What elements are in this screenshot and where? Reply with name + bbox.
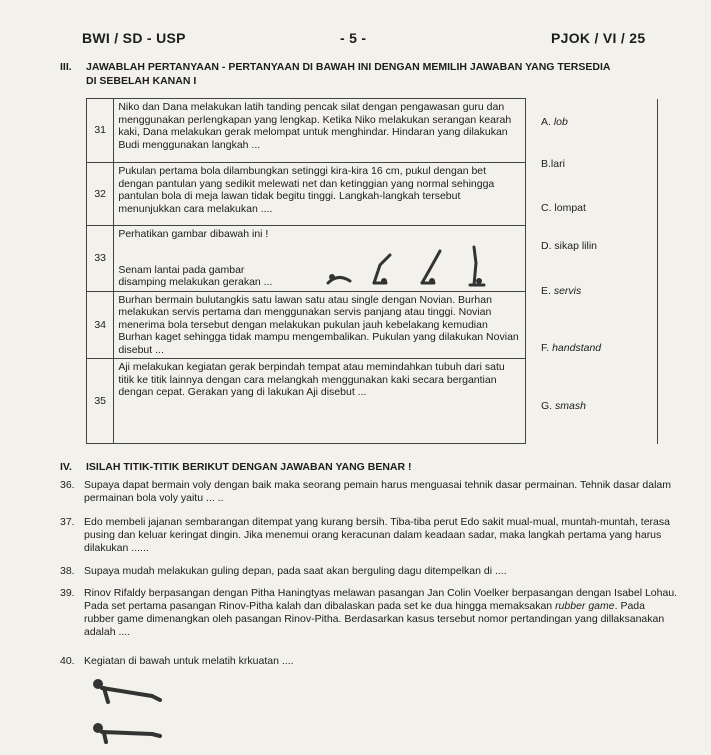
section-4-number: IV. <box>60 461 72 473</box>
table-row <box>87 99 658 163</box>
question-33-label <box>118 264 318 289</box>
essay-text <box>60 587 678 639</box>
question-number: 35 <box>87 359 114 444</box>
essay-item-37 <box>60 516 678 555</box>
option-b <box>541 158 565 170</box>
question-33-line3: disamping melakukan gerakan ... <box>118 276 273 288</box>
essay-item-39 <box>60 587 678 639</box>
header-school-code: BWI / SD - USP <box>82 30 186 46</box>
question-33-line1: Perhatikan gambar dibawah ini ! <box>118 228 269 240</box>
option-letter: C. <box>541 202 552 214</box>
question-text: Niko dan Dana melakukan latih tanding pencak silat dengan pengawasan guru dan menggunakan perlengkapan yang lengkap. Ketika Niko melakukan serangan kearah kaki, Dana melakukan gerak melompat untuk menghindar. Hindaran yang dilakukan Budi menggunakan langkah ... <box>114 99 526 163</box>
question-number: 31 <box>87 99 114 163</box>
section-3-title-line2: DI SEBELAH KANAN I <box>86 75 197 87</box>
gymnastics-sequence-illustration <box>324 243 504 289</box>
essay-number: 37. <box>60 516 75 528</box>
essay-number: 40. <box>60 655 75 667</box>
push-up-illustrations <box>86 676 166 753</box>
essay-text: Edo membeli jajanan sembarangan ditempat yang kurang bersih. Tiba-tiba perut Edo sakit mual-mual, muntah-muntah, terasa pusing dan keluar keringat dingin. Jika menemui orang keracunan dalam keadaan sadar, maka langkah pertama yang harus dilakukan ...... <box>84 516 670 554</box>
essay-text: Supaya dapat bermain voly dengan baik maka seorang pemain harus menguasai tehnik dasar permainan. Tehnik dasar dalam permainan bola voly yaitu ... .. <box>84 479 672 504</box>
essay-text-emphasis: rubber game <box>555 600 615 612</box>
option-e <box>541 285 581 297</box>
option-text: smash <box>555 400 586 412</box>
option-letter: B. <box>541 158 551 170</box>
question-33-figure-row <box>118 243 521 289</box>
question-number: 33 <box>87 226 114 292</box>
option-text: lari <box>550 158 565 170</box>
option-text: lob <box>553 116 568 128</box>
essay-number: 39. <box>60 587 75 599</box>
header-page-number: - 5 - <box>340 30 367 46</box>
option-d <box>541 240 597 252</box>
question-text: Burhan bermain bulutangkis satu lawan satu atau single dengan Novian. Burhan melakukan servis pertama dan menggunakan servis panjang atau tinggi. Novian menerima bola tersebut dengan melakukan pukulan jauh kebelakang kemudian Burhan kaget sehingga tidak mampu mengembalikan. Pukulan yang dilakukan Novian disebut ... <box>114 291 526 359</box>
push-up-figure-icon <box>86 676 166 748</box>
option-text: sikap lilin <box>554 240 598 252</box>
essay-number: 36. <box>60 479 75 491</box>
section-3-instructions <box>60 60 670 88</box>
section-4-instructions <box>60 461 412 473</box>
question-number: 32 <box>87 163 114 226</box>
question-number: 34 <box>87 291 114 359</box>
option-letter: E. <box>541 285 551 297</box>
essay-text-part: . Pada rubber game dimenangkan oleh pasangan Rinov-Pitha. Berdasarkan kasus tersebut nomor pertandingan yang dillaksanakan adalah .... <box>84 600 665 638</box>
question-33-line2: Senam lantai pada gambar <box>118 263 245 276</box>
option-text: handstand <box>552 342 602 354</box>
essay-item-38 <box>60 565 678 578</box>
option-text: lompat <box>554 202 586 214</box>
essay-item-40 <box>60 655 678 668</box>
section-4-title: ISILAH TITIK-TITIK BERIKUT DENGAN JAWABAN YANG BENAR ! <box>86 461 412 473</box>
header-subject-code: PJOK / VI / 25 <box>551 30 646 46</box>
essay-text-part: Rinov Rifaldy berpasangan dengan Pitha Haningtyas melawan pasangan Jan Colin Voelker berpasangan dengan Isabel Lohau. Pada set pertama pasangan Rinov-Pitha kalah dan dibalaskan pada set ke dua hingga memaksakan <box>84 587 678 612</box>
option-a <box>541 116 568 128</box>
essay-text: Supaya mudah melakukan guling depan, pada saat akan berguling dagu ditempelkan di .... <box>84 565 507 577</box>
option-letter: F. <box>541 342 550 354</box>
essay-text: Kegiatan di bawah untuk melatih krkuatan .... <box>84 655 294 667</box>
question-text: Pukulan pertama bola dilambungkan setinggi kira-kira 16 cm, pukul dengan bet dengan pantulan yang sedikit melewati net dan ketinggian yang normal sehingga pantulan bola di meja lawan tidak begitu tinggi. Langkah-langkah tersebut menunjukkan cara melakukan .... <box>114 163 526 226</box>
option-letter: D. <box>541 240 552 252</box>
essay-item-36 <box>60 479 678 505</box>
options-column <box>526 99 658 444</box>
question-text <box>114 226 526 292</box>
section-3-title-line1: JAWABLAH PERTANYAAN - PERTANYAAN DI BAWAH INI DENGAN MEMILIH JAWABAN YANG TERSEDIA <box>86 61 611 73</box>
section-3-number: III. <box>60 61 72 73</box>
option-c <box>541 202 586 214</box>
option-f <box>541 342 601 354</box>
option-letter: G. <box>541 400 553 412</box>
option-g <box>541 400 586 412</box>
matching-table <box>86 98 658 444</box>
question-text: Aji melakukan kegiatan gerak berpindah tempat atau memindahkan tubuh dari satu titik ke titik lainnya dengan cara melangkah menggunakan kaki secara bergantian dengan cepat. Gerakan yang di lakukan Aji disebut ... <box>114 359 526 444</box>
option-letter: A. <box>541 116 551 128</box>
option-text: servis <box>553 285 582 297</box>
essay-number: 38. <box>60 565 75 577</box>
